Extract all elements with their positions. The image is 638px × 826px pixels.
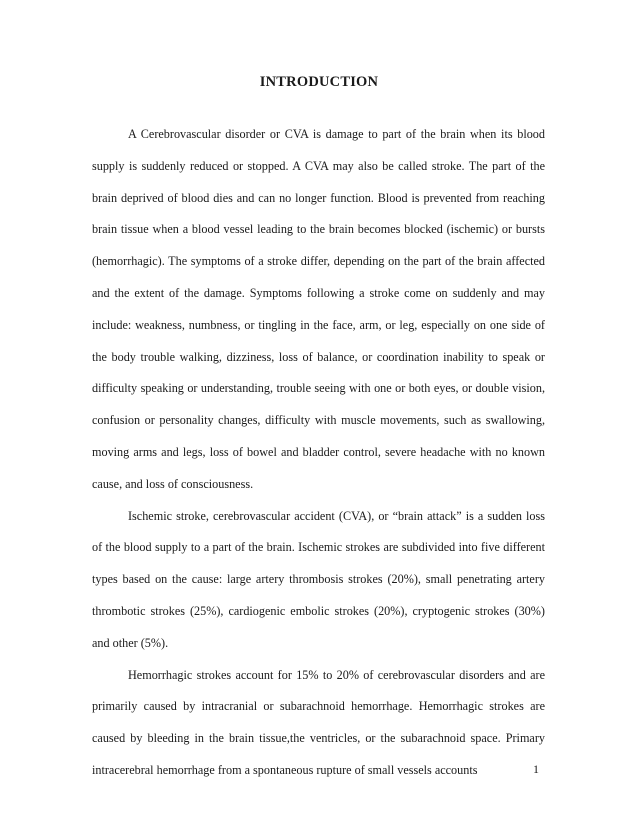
paragraph-cva-definition: A Cerebrovascular disorder or CVA is damage to part of the brain when its blood supply is suddenly reduced or stopped. A CVA may also be called stroke. The part of the brain deprived of blood dies and can no longer function. Blood is prevented from reaching brain tissue when a blood vessel leading to the brain becomes blocked (ischemic) or bursts (hemorrhagic). The symptoms of a stroke differ, depending on the part of the brain affected and the extent of the damage. Symptoms following a stroke come on suddenly and may include: weakness, numbness, or tingling in the face, arm, or leg, especially on one side of the body trouble walking, dizziness, loss of balance, or coordination inability to speak or difficulty speaking or understanding, trouble seeing with one or both eyes, or double vision, confusion or personality changes, difficulty with muscle movements, such as swallowing, moving arms and legs, loss of bowel and bladder control, severe headache with no known cause, and loss of consciousness.: [92, 127, 545, 491]
body-text: [92, 119, 545, 787]
paragraph-ischemic-stroke: Ischemic stroke, cerebrovascular accident (CVA), or “brain attack” is a sudden loss of the blood supply to a part of the brain. Ischemic strokes are subdivided into five different types based on the cause: large artery thrombosis strokes (20%), small penetrating artery thrombotic strokes (25%), cardiogenic embolic strokes (20%), cryptogenic strokes (30%) and other (5%).: [92, 508, 545, 650]
page-number: 1: [533, 762, 539, 776]
paragraph-hemorrhagic-stroke: Hemorrhagic strokes account for 15% to 20% of cerebrovascular disorders and are primarily caused by intracranial or subarachnoid hemorrhage. Hemorrhagic strokes are caused by bleeding in the brain tissue,the ventricles, or the subarachnoid space. Primary intracerebral hemorrhage from a spontaneous rupture of small vessels accounts: [92, 667, 545, 777]
page-title: INTRODUCTION: [259, 74, 379, 90]
